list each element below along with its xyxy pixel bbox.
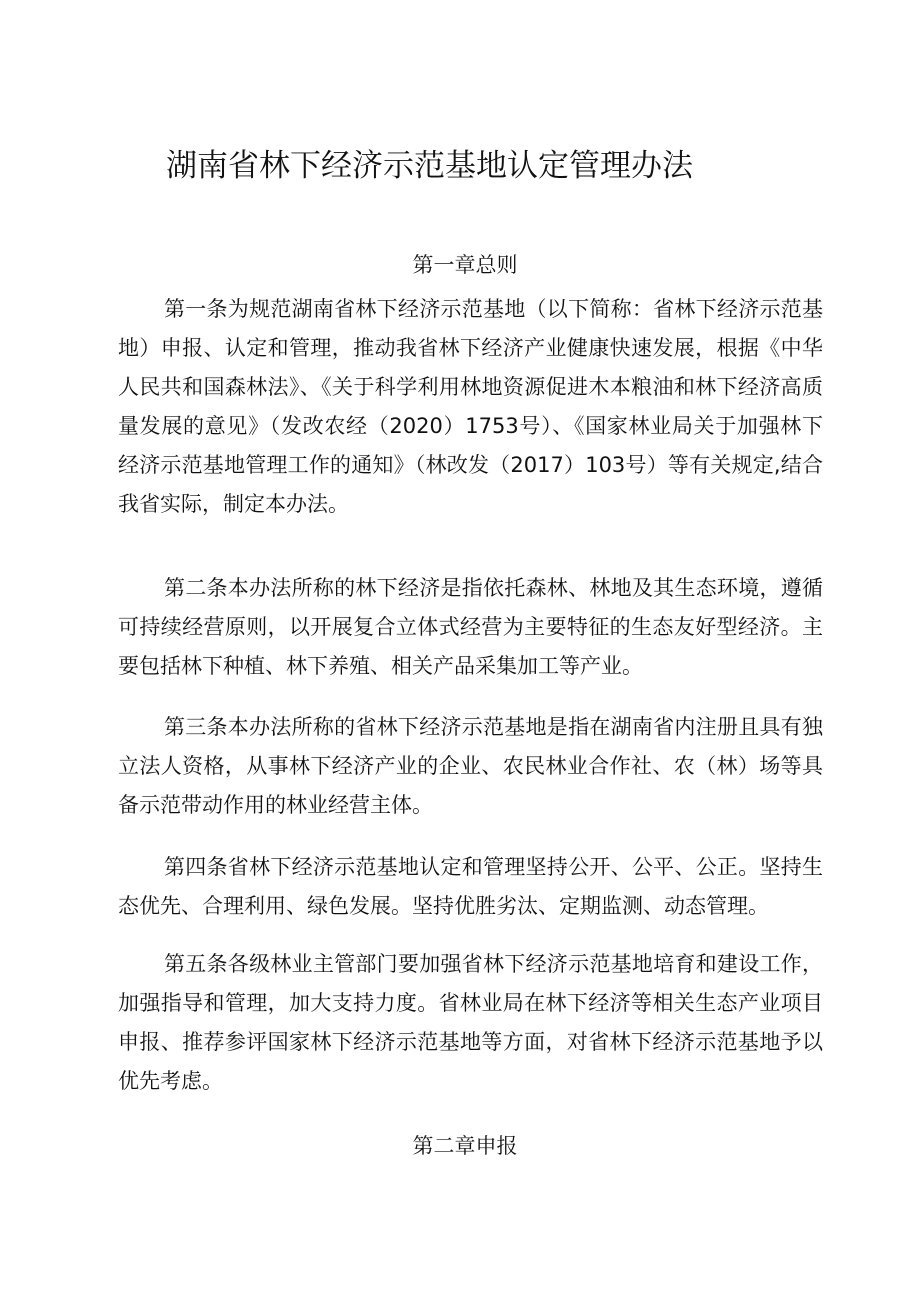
chapter-heading-2: 第二章申报: [412, 1134, 518, 1158]
article-2: 第二条本办法所称的林下经济是指依托森林、林地及其生态环境，遵循可持续经营原则，以开展复合立体式经营为主要特征的生态友好型经济。主要包括林下种植、林下养殖、相关产品采集加工等产业。: [118, 576, 823, 678]
article-3: 第三条本办法所称的省林下经济示范基地是指在湖南省内注册且具有独立法人资格，从事林下经济产业的企业、农民林业合作社、农（林）场等具备示范带动作用的林业经营主体。: [118, 715, 823, 817]
article-4: 第四条省林下经济示范基地认定和管理坚持公开、公平、公正。坚持生态优先、合理利用、绿色发展。坚持优胜劣汰、定期监测、动态管理。: [118, 855, 823, 918]
document-title: 湖南省林下经济示范基地认定管理办法: [166, 148, 693, 184]
article-5: 第五条各级林业主管部门要加强省林下经济示范基地培育和建设工作，加强指导和管理，加大支持力度。省林业局在林下经济等相关生态产业项目申报、推荐参评国家林下经济示范基地等方面，对省林下经济示范基地予以优先考虑。: [118, 952, 823, 1093]
article-1: 第一条为规范湖南省林下经济示范基地（以下简称：省林下经济示范基地）申报、认定和管理，推动我省林下经济产业健康快速发展，根据《中华人民共和国森林法》、《关于科学利用林地资源促进木本粮油和林下经济高质量发展的意见》（发改农经（2020）1753号）、《国家林业局关于加强林下经济示范基地管理工作的通知》（林改发（2017）103号）等有关规定,结合我省实际，制定本办法。: [118, 297, 823, 516]
chapter-heading-1: 第一章总则: [412, 253, 518, 277]
